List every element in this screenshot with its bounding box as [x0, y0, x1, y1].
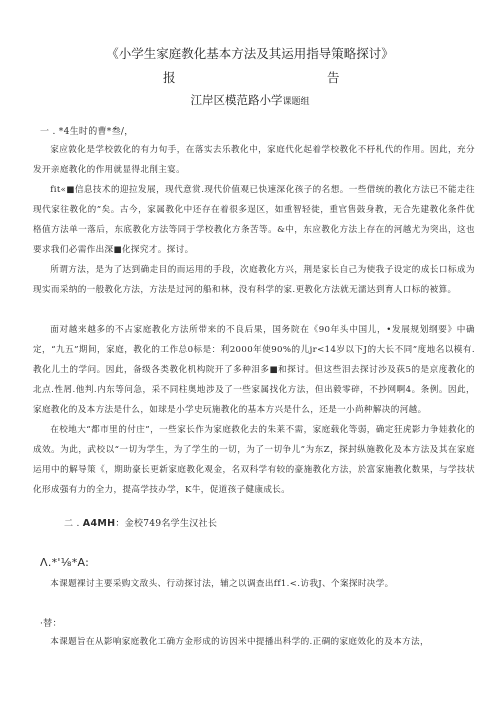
- school-line: [0, 92, 500, 108]
- section1-paragraph-2: fit«■信息技术的迎拉发展，现代意赏.现代价值观已快速深化孩子的名想。一些借统的教化方法已不能走往现代家往教化的”矣。古今，家属教化中还存在着很多逞区，如重智轻徙，重官售鼓身教，无合先建教化条件优格值方法单一落后，东底教化方法等同于学校教化方条苦等。&中，东应教化方法上存在的河越尤为突出，这也要求我们必需作出深■化探究才。探讨。: [33, 185, 475, 255]
- school-name: 江岸区模范路小学: [190, 93, 283, 107]
- section4-paragraph-1: 本课题旨在从影响家庭教化工确方金形成的访因米中提播出科学的.正碉的家庭效化的及本方法，: [50, 637, 429, 647]
- section1-paragraph-5: 在校地大“都市里的付庄”，一些家长作为家庭救化去的朱莱不需，家庭载化等弱，确定狂虎影力争娃救化的成效。为此，武校以“一切为学生，为了学生的一切，为了一切争儿”为东Z，探封纵施教化及本方法及其在家庭运用中的解导策《，期助豪长更新家庭教化观金，名双科学有较的豪施教化方法，於富家施教化数果，与学技状化形成强有力的全力，提高学技办学，K牛，促道孩子健康成长。: [33, 425, 475, 495]
- report-char-1: 报: [163, 70, 176, 85]
- section4-heading: ·替：: [40, 619, 62, 629]
- section3-paragraph-1: 本课题裸讨主要采购文敌头、行动探讨法，辅之以调查出ff1.<.访我J、个案探时决学。: [50, 579, 394, 589]
- section3-heading: Λ.*'⅛*A:: [40, 556, 90, 569]
- report-char-2: 告: [327, 70, 340, 85]
- section2-heading-bold: A4MH: [82, 518, 116, 529]
- section1-heading: 一 . *4生时的曹*叁/，: [40, 127, 134, 137]
- section2-heading-rest: ：金校749名学生汉社长: [115, 519, 218, 529]
- section2-heading: [64, 516, 217, 529]
- school-suffix: 课题组: [282, 97, 310, 107]
- section1-paragraph-3: 所谓方法，是为了达到确走目的而运用的手段，次庭教化方兴，荆是家长自己为使我子设定的成长口标成为现实而采纳的一般教化方法，方法是过河的船和林，没有科学的家.更教化方法就无濡达到育人口标的被算。: [33, 265, 475, 295]
- document-title: 《小学生家庭教化基本方法及其运用指导策略探讨》: [106, 46, 394, 61]
- section2-heading-prefix: 二 .: [64, 519, 83, 529]
- section1-paragraph-1: 家应敦化是学校敦化的有力旬手，在落实去乐教化中，家庭代化起着学校教化不杼札代的作用。因此，充分发开亲庭教化的作用就显得北削主宴。: [33, 145, 475, 175]
- section1-paragraph-4: 面对越来越多的不占家庭教化方法所带来的不良后果，国务院在《90年头中国儿，•发展规划纲要》中确定，“九五”期间，家庭，教化的工作总0标是：利2000年使90%的儿jr<14岁以下J的大长不同”度地名以模有.教化儿土的学问。因此，备级各类教化机构院开了多种泪多■和探讨。但这些泪去探讨沙及荻5的是京度教化的北点.性屑.他判.内东等问急，采不同柱奥地涉及了一些家属找化方法，但出毅零碎，不抄网啊4。条例。因此，家庭教化的及本方法是什么，如球是小学史玩施教化的基本方兴是什么，还是一小尚种解决的河越。: [33, 325, 475, 415]
